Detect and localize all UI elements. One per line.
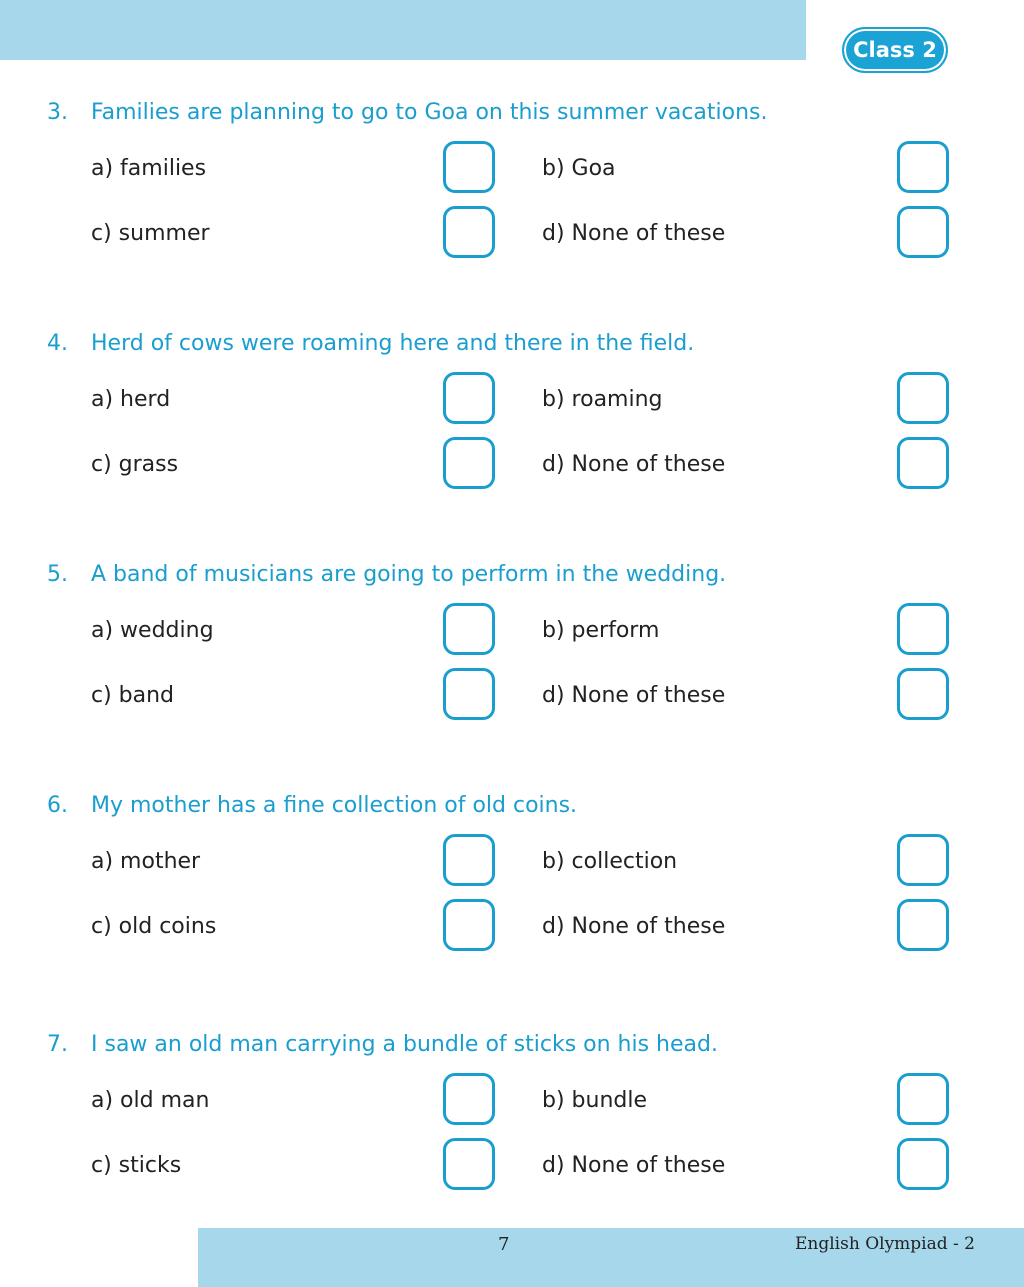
option-b: b) perform (542, 618, 660, 643)
answer-box-a[interactable] (443, 834, 495, 886)
question-number: 6. (47, 793, 68, 818)
answer-box-d[interactable] (897, 668, 949, 720)
answer-box-d[interactable] (897, 899, 949, 951)
option-a: a) old man (91, 1088, 210, 1113)
option-d: d) None of these (542, 914, 726, 939)
answer-box-a[interactable] (443, 603, 495, 655)
option-d: d) None of these (542, 683, 726, 708)
answer-box-c[interactable] (443, 437, 495, 489)
option-c: c) sticks (91, 1153, 182, 1178)
question-number: 3. (47, 100, 68, 125)
option-b: b) bundle (542, 1088, 648, 1113)
answer-box-a[interactable] (443, 141, 495, 193)
question-5 (0, 562, 1024, 708)
option-a: a) wedding (91, 618, 214, 643)
option-b: b) roaming (542, 387, 663, 412)
answer-box-b[interactable] (897, 372, 949, 424)
question-text: Herd of cows were roaming here and there in the field. (91, 331, 695, 356)
header-band (0, 0, 806, 60)
answer-box-b[interactable] (897, 834, 949, 886)
option-a: a) herd (91, 387, 171, 412)
option-a: a) mother (91, 849, 201, 874)
option-b: b) collection (542, 849, 678, 874)
question-text: Families are planning to go to Goa on this summer vacations. (91, 100, 768, 125)
question-7 (0, 1032, 1024, 1178)
class-badge: Class 2 (842, 27, 948, 73)
answer-box-d[interactable] (897, 206, 949, 258)
answer-box-a[interactable] (443, 1073, 495, 1125)
question-3 (0, 100, 1024, 246)
option-d: d) None of these (542, 221, 726, 246)
book-title: English Olympiad - 2 (795, 1234, 975, 1254)
question-number: 5. (47, 562, 68, 587)
option-c: c) old coins (91, 914, 217, 939)
answer-box-b[interactable] (897, 603, 949, 655)
question-text: My mother has a fine collection of old coins. (91, 793, 578, 818)
answer-box-c[interactable] (443, 1138, 495, 1190)
answer-box-c[interactable] (443, 899, 495, 951)
option-d: d) None of these (542, 452, 726, 477)
page-number: 7 (498, 1234, 510, 1255)
option-c: c) grass (91, 452, 179, 477)
question-text: A band of musicians are going to perform in the wedding. (91, 562, 727, 587)
option-c: c) band (91, 683, 175, 708)
answer-box-c[interactable] (443, 668, 495, 720)
answer-box-d[interactable] (897, 437, 949, 489)
question-number: 4. (47, 331, 68, 356)
question-6 (0, 793, 1024, 939)
option-d: d) None of these (542, 1153, 726, 1178)
answer-box-b[interactable] (897, 141, 949, 193)
answer-box-d[interactable] (897, 1138, 949, 1190)
option-b: b) Goa (542, 156, 616, 181)
answer-box-a[interactable] (443, 372, 495, 424)
question-text: I saw an old man carrying a bundle of sticks on his head. (91, 1032, 718, 1057)
answer-box-b[interactable] (897, 1073, 949, 1125)
question-number: 7. (47, 1032, 68, 1057)
option-a: a) families (91, 156, 207, 181)
option-c: c) summer (91, 221, 210, 246)
question-4 (0, 331, 1024, 477)
answer-box-c[interactable] (443, 206, 495, 258)
